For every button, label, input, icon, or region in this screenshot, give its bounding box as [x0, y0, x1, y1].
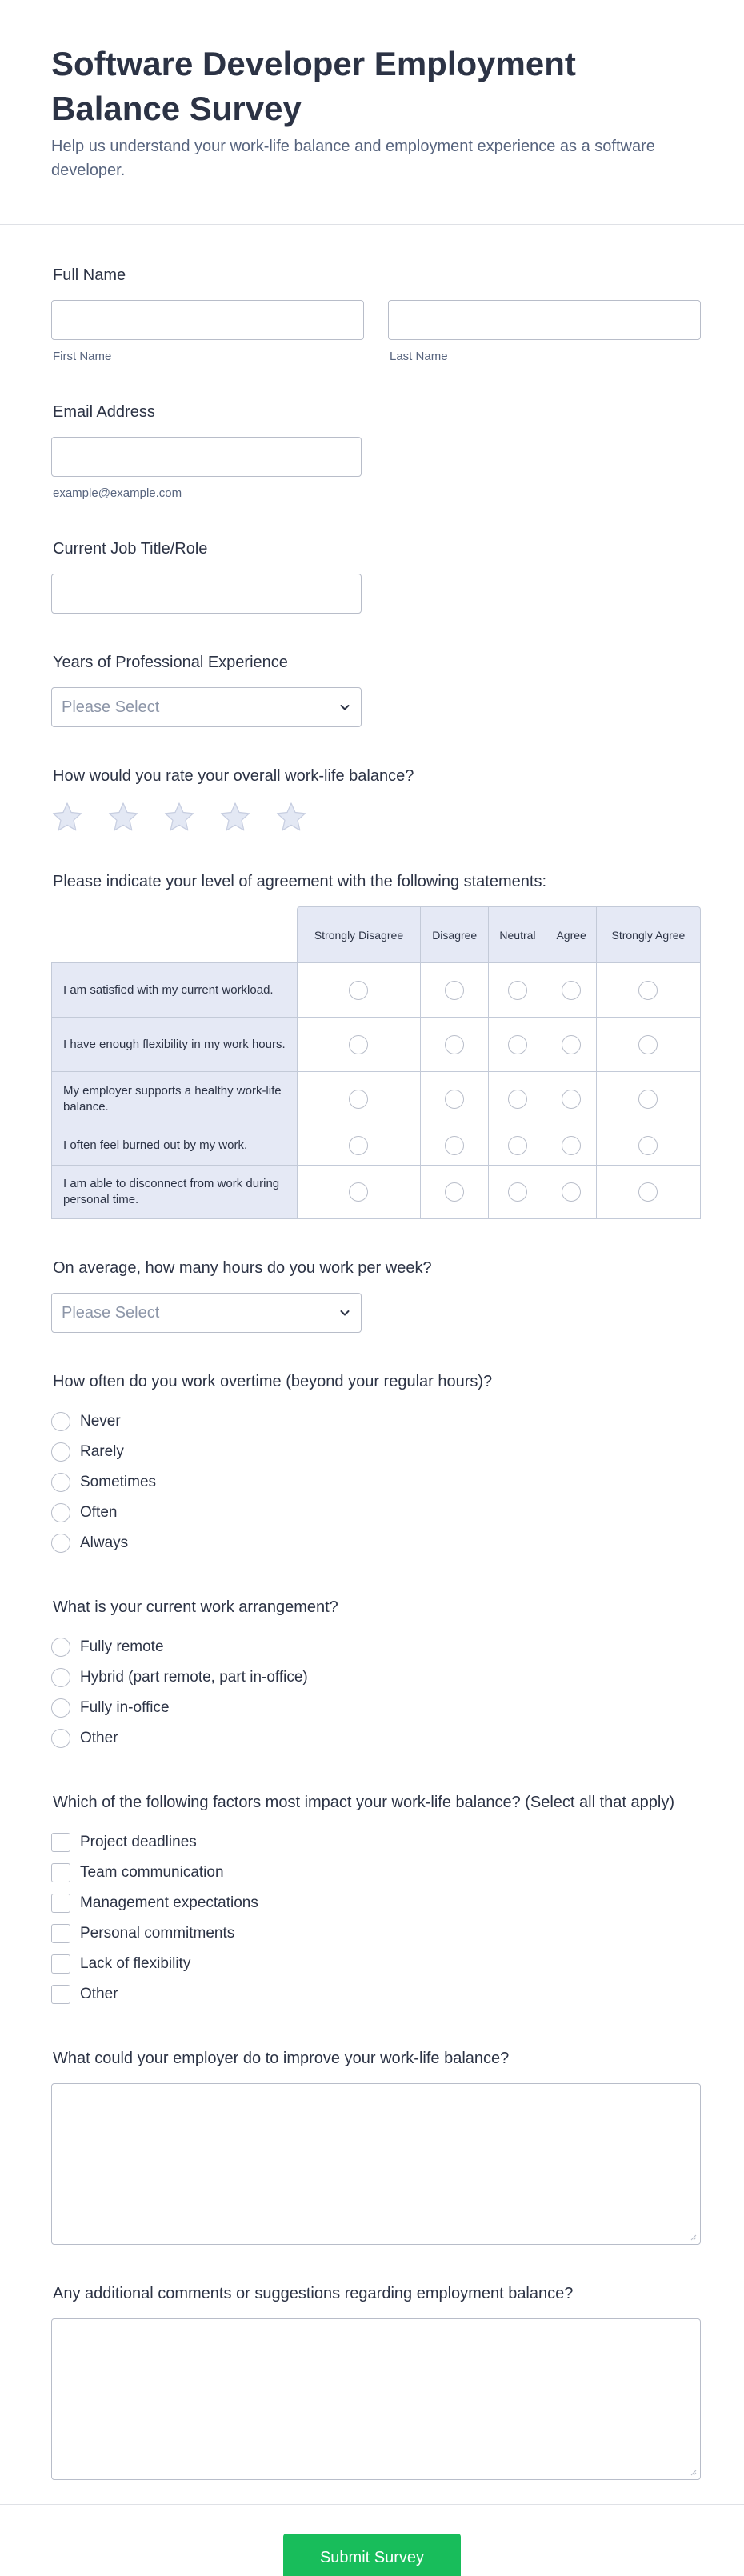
factors-option[interactable]	[51, 1918, 701, 1949]
matrix-radio[interactable]	[349, 981, 368, 1000]
matrix-radio[interactable]	[508, 981, 527, 1000]
matrix-row-label: I am able to disconnect from work during personal time.	[51, 1165, 297, 1219]
factors-option[interactable]	[51, 1949, 701, 1979]
job-title-label: Current Job Title/Role	[53, 540, 208, 558]
radio-button[interactable]	[51, 1729, 70, 1748]
factors-option-label: Lack of flexibility	[80, 1955, 191, 1972]
matrix-radio[interactable]	[508, 1090, 527, 1109]
matrix-cell	[546, 1126, 595, 1165]
matrix-cell	[420, 1071, 489, 1126]
matrix-radio[interactable]	[508, 1182, 527, 1202]
matrix-row-label: I am satisfied with my current workload.	[51, 962, 297, 1017]
email-field	[51, 402, 701, 500]
experience-select[interactable]	[51, 687, 362, 727]
factors-option-label: Management expectations	[80, 1894, 258, 1911]
factors-label: Which of the following factors most impact your work-life balance? (Select all that apply)	[53, 1794, 675, 1811]
checkbox[interactable]	[51, 1985, 70, 2004]
matrix-column-header: Disagree	[420, 906, 489, 962]
matrix-cell	[596, 1165, 701, 1219]
matrix-radio[interactable]	[349, 1182, 368, 1202]
factors-option[interactable]	[51, 1858, 701, 1888]
improve-textarea[interactable]	[51, 2083, 701, 2245]
matrix-row	[51, 1017, 701, 1071]
matrix-row	[51, 962, 701, 1017]
matrix-radio[interactable]	[508, 1136, 527, 1155]
overtime-field	[51, 1371, 701, 1558]
matrix-cell	[546, 1017, 595, 1071]
arrangement-option-label: Other	[80, 1730, 118, 1746]
email-input[interactable]	[51, 437, 362, 477]
matrix-corner	[51, 906, 297, 962]
radio-button[interactable]	[51, 1698, 70, 1718]
submit-button[interactable]: Submit Survey	[283, 2534, 461, 2576]
matrix-cell	[546, 962, 595, 1017]
hours-placeholder: Please Select	[62, 1303, 160, 1322]
radio-button[interactable]	[51, 1473, 70, 1492]
overtime-label: How often do you work overtime (beyond your regular hours)?	[53, 1373, 493, 1390]
radio-button[interactable]	[51, 1668, 70, 1687]
improve-field	[51, 2048, 701, 2245]
matrix-cell	[420, 1165, 489, 1219]
radio-button[interactable]	[51, 1638, 70, 1657]
overtime-option[interactable]	[51, 1498, 701, 1528]
matrix-radio[interactable]	[349, 1136, 368, 1155]
factors-option-label: Other	[80, 1986, 118, 2002]
matrix-cell	[488, 1126, 546, 1165]
checkbox[interactable]	[51, 1894, 70, 1913]
matrix-cell	[596, 1126, 701, 1165]
comments-label: Any additional comments or suggestions regarding employment balance?	[53, 2285, 574, 2302]
overtime-option[interactable]	[51, 1437, 701, 1467]
star-icon[interactable]	[51, 801, 83, 833]
matrix-column-header: Strongly Agree	[596, 906, 701, 962]
matrix-cell	[297, 962, 420, 1017]
email-label: Email Address	[53, 403, 155, 421]
chevron-down-icon	[338, 1306, 351, 1319]
matrix-cell	[297, 1165, 420, 1219]
matrix-label: Please indicate your level of agreement with the following statements:	[53, 873, 547, 890]
checkbox[interactable]	[51, 1924, 70, 1943]
matrix-cell	[546, 1165, 595, 1219]
checkbox[interactable]	[51, 1863, 70, 1882]
matrix-radio[interactable]	[445, 1182, 464, 1202]
experience-placeholder: Please Select	[62, 698, 160, 716]
factors-option[interactable]	[51, 1888, 701, 1918]
overtime-option[interactable]	[51, 1467, 701, 1498]
first-name-sublabel: First Name	[53, 350, 112, 363]
matrix-radio[interactable]	[445, 981, 464, 1000]
hours-select[interactable]	[51, 1293, 362, 1333]
first-name-input[interactable]	[51, 300, 364, 340]
rating-field	[51, 766, 701, 833]
factors-option[interactable]	[51, 1979, 701, 2010]
checkbox[interactable]	[51, 1954, 70, 1974]
arrangement-option-label: Fully remote	[80, 1638, 164, 1655]
form-body	[0, 265, 744, 2480]
matrix-radio[interactable]	[638, 981, 658, 1000]
matrix-cell	[488, 1017, 546, 1071]
overtime-option-label: Sometimes	[80, 1474, 157, 1490]
factors-option[interactable]	[51, 1827, 701, 1858]
matrix-radio[interactable]	[562, 1182, 581, 1202]
hours-field	[51, 1258, 701, 1333]
overtime-option-label: Always	[80, 1534, 129, 1551]
job-title-input[interactable]	[51, 574, 362, 614]
star-icon[interactable]	[275, 801, 307, 833]
matrix-cell	[596, 962, 701, 1017]
matrix-cell	[297, 1017, 420, 1071]
matrix-row	[51, 1165, 701, 1219]
radio-button[interactable]	[51, 1442, 70, 1462]
arrangement-option[interactable]	[51, 1693, 701, 1723]
overtime-options	[51, 1406, 701, 1558]
matrix-row-label: I often feel burned out by my work.	[51, 1126, 297, 1165]
factors-option-label: Personal commitments	[80, 1925, 235, 1942]
matrix-radio[interactable]	[562, 981, 581, 1000]
matrix-radio[interactable]	[562, 1090, 581, 1109]
overtime-option-label: Rarely	[80, 1443, 124, 1460]
matrix-row	[51, 1071, 701, 1126]
arrangement-option-label: Hybrid (part remote, part in-office)	[80, 1669, 308, 1686]
full-name-label: Full Name	[53, 266, 126, 284]
matrix-radio[interactable]	[638, 1182, 658, 1202]
matrix-cell	[596, 1017, 701, 1071]
resize-grip-icon[interactable]	[689, 2233, 697, 2241]
matrix-radio[interactable]	[638, 1136, 658, 1155]
checkbox[interactable]	[51, 1833, 70, 1852]
matrix-cell	[420, 1126, 489, 1165]
factors-option-label: Project deadlines	[80, 1834, 197, 1850]
overtime-option[interactable]	[51, 1406, 701, 1437]
page-subtitle: Help us understand your work-life balance and employment experience as a software developer.	[51, 138, 655, 179]
matrix-column-header: Agree	[546, 906, 595, 962]
overtime-option[interactable]	[51, 1528, 701, 1558]
matrix-cell	[596, 1071, 701, 1126]
rating-label: How would you rate your overall work-life balance?	[53, 767, 414, 785]
matrix-cell	[420, 1017, 489, 1071]
overtime-option-label: Often	[80, 1504, 118, 1521]
experience-field	[51, 652, 701, 727]
matrix-radio[interactable]	[445, 1090, 464, 1109]
full-name-field	[51, 265, 701, 363]
matrix-row-label: I have enough flexibility in my work hours.	[51, 1017, 297, 1071]
arrangement-option[interactable]	[51, 1632, 701, 1662]
matrix-cell	[420, 962, 489, 1017]
matrix-radio[interactable]	[562, 1136, 581, 1155]
matrix-row	[51, 1126, 701, 1165]
radio-button[interactable]	[51, 1412, 70, 1431]
agreement-matrix-field	[51, 871, 701, 1219]
arrangement-option[interactable]	[51, 1723, 701, 1754]
matrix-column-header: Neutral	[488, 906, 546, 962]
comments-textarea[interactable]	[51, 2318, 701, 2480]
agreement-matrix	[51, 906, 701, 1219]
matrix-radio[interactable]	[445, 1136, 464, 1155]
arrangement-options	[51, 1632, 701, 1754]
last-name-input[interactable]	[388, 300, 701, 340]
matrix-cell	[488, 962, 546, 1017]
factors-option-label: Team communication	[80, 1864, 224, 1881]
star-icon[interactable]	[107, 801, 139, 833]
matrix-radio[interactable]	[638, 1035, 658, 1054]
matrix-radio[interactable]	[349, 1035, 368, 1054]
matrix-radio[interactable]	[508, 1035, 527, 1054]
overtime-option-label: Never	[80, 1413, 121, 1430]
hours-label: On average, how many hours do you work per week?	[53, 1259, 432, 1277]
matrix-radio[interactable]	[445, 1035, 464, 1054]
matrix-column-header: Strongly Disagree	[297, 906, 420, 962]
arrangement-option[interactable]	[51, 1662, 701, 1693]
star-icon[interactable]	[163, 801, 195, 833]
matrix-cell	[488, 1071, 546, 1126]
page-title: Software Developer Employment Balance Survey	[51, 45, 576, 127]
matrix-radio[interactable]	[562, 1035, 581, 1054]
arrangement-option-label: Fully in-office	[80, 1699, 170, 1716]
star-rating	[51, 801, 701, 833]
matrix-cell	[297, 1071, 420, 1126]
star-icon[interactable]	[219, 801, 251, 833]
comments-field	[51, 2283, 701, 2480]
chevron-down-icon	[338, 701, 351, 714]
arrangement-field	[51, 1597, 701, 1754]
factors-field	[51, 1792, 701, 2010]
form-footer	[0, 2504, 744, 2576]
matrix-cell	[488, 1165, 546, 1219]
job-title-field	[51, 538, 701, 614]
email-sublabel: example@example.com	[53, 486, 182, 500]
matrix-row-label: My employer supports a healthy work-life balance.	[51, 1071, 297, 1126]
factors-options	[51, 1827, 701, 2010]
radio-button[interactable]	[51, 1503, 70, 1522]
last-name-sublabel: Last Name	[390, 350, 448, 363]
improve-label: What could your employer do to improve your work-life balance?	[53, 2050, 510, 2067]
radio-button[interactable]	[51, 1534, 70, 1553]
matrix-cell	[546, 1071, 595, 1126]
form-header	[0, 0, 744, 225]
resize-grip-icon[interactable]	[689, 2468, 697, 2476]
experience-label: Years of Professional Experience	[53, 654, 288, 671]
matrix-radio[interactable]	[349, 1090, 368, 1109]
arrangement-label: What is your current work arrangement?	[53, 1598, 338, 1616]
matrix-radio[interactable]	[638, 1090, 658, 1109]
matrix-cell	[297, 1126, 420, 1165]
